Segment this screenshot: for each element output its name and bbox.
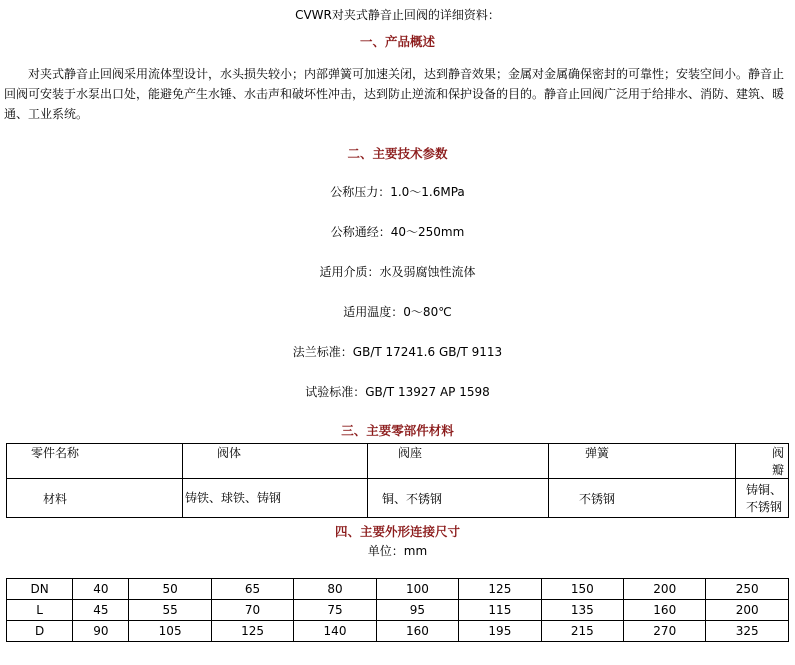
dim-cell: 100 — [376, 579, 458, 600]
param-flange-standard: 法兰标准：GB/T 17241.6 GB/T 9113 — [292, 345, 503, 359]
dim-label-cell: L — [7, 600, 73, 621]
materials-header-cell: 阀座 — [367, 444, 548, 479]
dim-cell: 115 — [459, 600, 541, 621]
unit-label: 单位：mm — [367, 544, 428, 558]
dim-cell: 140 — [294, 621, 376, 642]
dim-cell: 150 — [541, 579, 623, 600]
dim-cell: 125 — [459, 579, 541, 600]
dim-cell: 105 — [129, 621, 211, 642]
dim-cell: 125 — [211, 621, 293, 642]
dim-cell: 160 — [624, 600, 706, 621]
dim-cell: 200 — [706, 600, 789, 621]
materials-header-cell: 阀瓣 — [735, 444, 788, 479]
overview-paragraph: 对夹式静音止回阀采用流体型设计，水头损失较小；内部弹簧可加速关闭，达到静音效果；金属对金属确保密封的可靠性；安装空间小。静音止回阀可安装于水泵出口处，能避免产生水锤、水击声和破坏性冲击，达到防止逆流和保护设备的目的。静音止回阀广泛用于给排水、消防、建筑、暖通、工业系统。 — [4, 67, 785, 121]
dim-cell: 40 — [73, 579, 129, 600]
dim-cell: 50 — [129, 579, 211, 600]
dim-cell: 65 — [211, 579, 293, 600]
materials-header-cell: 阀体 — [182, 444, 367, 479]
dim-cell: 80 — [294, 579, 376, 600]
dim-cell: 215 — [541, 621, 623, 642]
materials-table — [6, 443, 789, 518]
document-title: CVWR对夹式静音止回阀的详细资料： — [295, 8, 500, 22]
param-medium: 适用介质：水及弱腐蚀性流体 — [319, 265, 476, 279]
section-heading-materials: 三、主要零部件材料 — [341, 423, 454, 438]
dim-cell: 195 — [459, 621, 541, 642]
dim-cell: 75 — [294, 600, 376, 621]
materials-header-cell: 零件名称 — [7, 444, 183, 479]
dim-cell: 90 — [73, 621, 129, 642]
dimensions-table — [6, 578, 789, 642]
materials-cell: 不锈钢 — [548, 479, 735, 518]
materials-header-row — [7, 444, 789, 479]
dim-label-cell: D — [7, 621, 73, 642]
dimensions-row-dn — [7, 579, 789, 600]
dim-cell: 55 — [129, 600, 211, 621]
materials-cell: 铸铁、球铁、铸钢 — [182, 479, 367, 518]
dim-cell: 160 — [376, 621, 458, 642]
document-page — [0, 6, 795, 665]
param-test-standard: 试验标准：GB/T 13927 AP 1598 — [305, 385, 490, 399]
materials-row — [7, 479, 789, 518]
dim-cell: 325 — [706, 621, 789, 642]
dim-cell: 95 — [376, 600, 458, 621]
param-pressure: 公称压力：1.0～1.6MPa — [330, 185, 465, 199]
dim-label-cell: DN — [7, 579, 73, 600]
dimensions-row-d — [7, 621, 789, 642]
dim-cell: 200 — [624, 579, 706, 600]
section-heading-tech: 二、主要技术参数 — [347, 146, 448, 161]
dimensions-row-l — [7, 600, 789, 621]
materials-cell: 铜、不锈钢 — [367, 479, 548, 518]
section-heading-overview: 一、产品概述 — [359, 34, 435, 49]
materials-header-cell: 弹簧 — [548, 444, 735, 479]
dim-cell: 270 — [624, 621, 706, 642]
param-diameter: 公称通经：40～250mm — [330, 225, 465, 239]
dim-cell: 135 — [541, 600, 623, 621]
dim-cell: 45 — [73, 600, 129, 621]
param-temperature: 适用温度：0～80℃ — [343, 305, 452, 319]
dim-cell: 70 — [211, 600, 293, 621]
materials-cell: 铸铜、不锈钢 — [735, 479, 788, 518]
materials-cell: 材料 — [7, 479, 183, 518]
dim-cell: 250 — [706, 579, 789, 600]
section-heading-dimensions: 四、主要外形连接尺寸 — [334, 524, 460, 539]
